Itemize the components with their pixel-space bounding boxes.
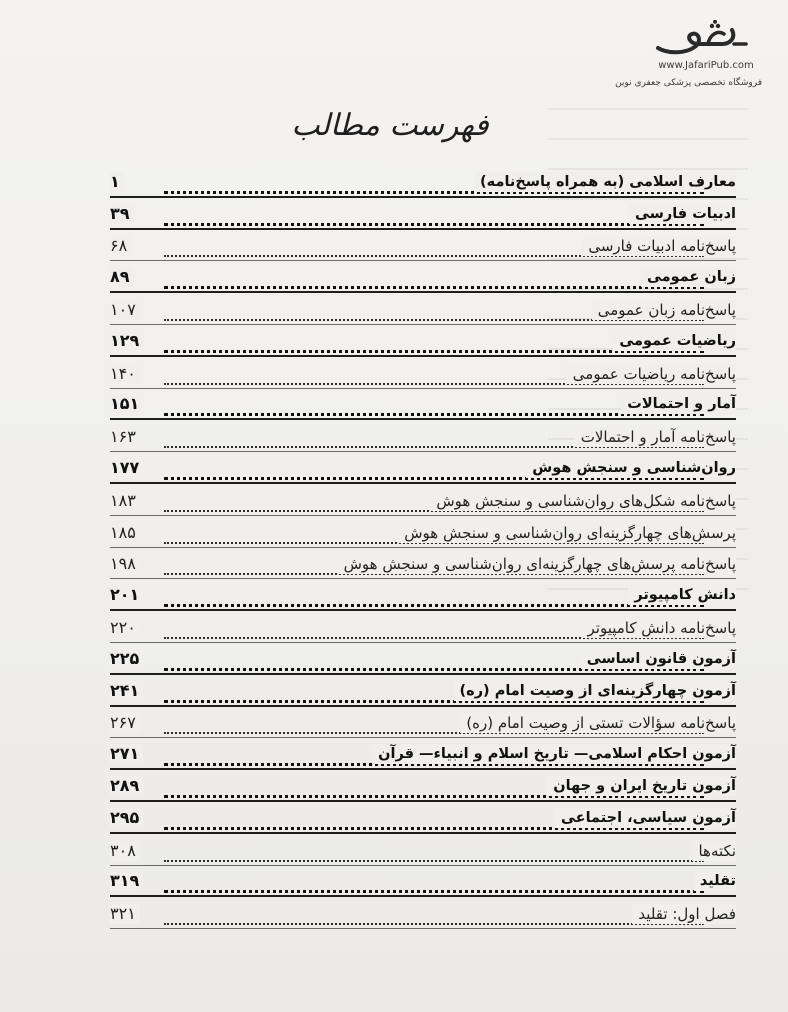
toc-row [110, 707, 736, 739]
toc-row [110, 261, 736, 293]
toc-entry-title: پاسخ‌نامه دانش کامپیوتر [582, 618, 737, 638]
toc-page-number: ۱۰۷ [110, 300, 140, 320]
toc-row [110, 611, 736, 643]
toc-entry-title: آمار و احتمالات [621, 394, 736, 414]
publisher-shop-name: فروشگاه تخصصی پزشکی جعفری نوین [615, 78, 762, 88]
toc-row [110, 802, 736, 834]
toc-page-number: ۲۷۱ [110, 744, 143, 764]
toc-row [110, 834, 736, 866]
toc-row [110, 579, 736, 611]
toc-row [110, 866, 736, 898]
toc-entry-title: تقلید [694, 871, 736, 891]
toc-page-number: ۲۲۰ [110, 618, 140, 638]
toc-page-number: ۱۷۷ [110, 458, 143, 478]
toc-row [110, 897, 736, 929]
toc-row [110, 548, 736, 580]
toc-row [110, 484, 736, 516]
toc-row [110, 198, 736, 230]
page-title: فهرست مطالب [291, 108, 489, 143]
toc-page-number: ۱۶۳ [110, 427, 140, 447]
toc-row [110, 166, 736, 198]
toc-row [110, 738, 736, 770]
toc-entry-title: پاسخ‌نامه زبان عمومی [592, 300, 736, 320]
toc-row [110, 357, 736, 389]
toc-entry-title: دانش کامپیوتر [628, 585, 736, 605]
toc-row [110, 452, 736, 484]
toc-row [110, 420, 736, 452]
table-of-contents [110, 166, 736, 929]
toc-page-number: ۱۲۹ [110, 331, 143, 351]
toc-entry-title: ادبیات فارسی [629, 204, 736, 224]
toc-page-number: ۱۸۵ [110, 523, 140, 543]
toc-page-number: ۶۸ [110, 236, 131, 256]
publisher-url: www.JafariPub.com [658, 60, 754, 71]
toc-page-number: ۳۹ [110, 204, 134, 224]
toc-entry-title: پاسخ‌نامه آمار و احتمالات [575, 427, 736, 447]
toc-entry-title: پاسخ‌نامه ریاضیات عمومی [567, 364, 736, 384]
toc-dot-leader [164, 890, 704, 893]
toc-page-number: ۲۰۱ [110, 585, 143, 605]
publisher-logo [615, 20, 762, 100]
toc-entry-title: زبان عمومی [641, 267, 736, 287]
toc-page-number: ۸۹ [110, 267, 134, 287]
toc-page-number: ۱ [110, 172, 124, 192]
toc-page-number: ۲۲۵ [110, 649, 143, 669]
toc-entry-title: آزمون چهارگزینه‌ای از وصیت امام (ره) [454, 681, 736, 701]
toc-row [110, 293, 736, 325]
toc-entry-title: آزمون احکام اسلامی— تاریخ اسلام و انبیاء— قرآن [372, 744, 736, 764]
toc-page-number: ۲۶۷ [110, 713, 140, 733]
toc-dot-leader [164, 286, 704, 289]
toc-entry-title: ریاضیات عمومی [613, 331, 736, 351]
toc-entry-title: پرسش‌های چهارگزینه‌ای روان‌شناسی و سنجش هوش [398, 523, 736, 543]
toc-page-number: ۳۱۹ [110, 871, 143, 891]
toc-row [110, 230, 736, 262]
toc-page-number: ۳۰۸ [110, 841, 140, 861]
toc-dot-leader [164, 223, 704, 226]
toc-page-number: ۱۵۱ [110, 394, 143, 414]
toc-entry-title: معارف اسلامی (به همراه پاسخ‌نامه) [474, 172, 736, 192]
toc-entry-title: نکته‌ها [692, 841, 736, 861]
toc-page-number: ۱۸۳ [110, 491, 140, 511]
toc-page-number: ۲۸۹ [110, 776, 143, 796]
toc-page-number: ۱۴۰ [110, 364, 140, 384]
toc-row [110, 389, 736, 421]
toc-entry-title: پاسخ‌نامه پرسش‌های چهارگزینه‌ای روان‌شناسی و سنجش هوش [338, 554, 736, 574]
toc-row [110, 643, 736, 675]
toc-entry-title: آزمون تاریخ ایران و جهان [547, 776, 736, 796]
toc-dot-leader [164, 604, 704, 607]
toc-entry-title: آزمون قانون اساسی [581, 649, 736, 669]
toc-entry-title: آزمون سیاسی، اجتماعی [555, 808, 736, 828]
toc-page-number: ۱۹۸ [110, 554, 140, 574]
toc-dot-leader [164, 923, 704, 925]
toc-page-number: ۲۴۱ [110, 681, 143, 701]
toc-entry-title: پاسخ‌نامه ادبیات فارسی [582, 236, 736, 256]
toc-row [110, 516, 736, 548]
toc-entry-title: فصل اول: تقلید [632, 904, 736, 924]
toc-entry-title: پاسخ‌نامه سؤالات تستی از وصیت امام (ره) [460, 713, 736, 733]
toc-row [110, 325, 736, 357]
toc-dot-leader [164, 860, 704, 862]
toc-row [110, 675, 736, 707]
toc-page-number: ۲۹۵ [110, 808, 143, 828]
jafari-logo-icon [652, 20, 748, 60]
toc-row [110, 770, 736, 802]
toc-page-number: ۳۲۱ [110, 904, 140, 924]
toc-entry-title: پاسخ‌نامه شکل‌های روان‌شناسی و سنجش هوش [430, 491, 736, 511]
toc-entry-title: روان‌شناسی و سنجش هوش [526, 458, 736, 478]
